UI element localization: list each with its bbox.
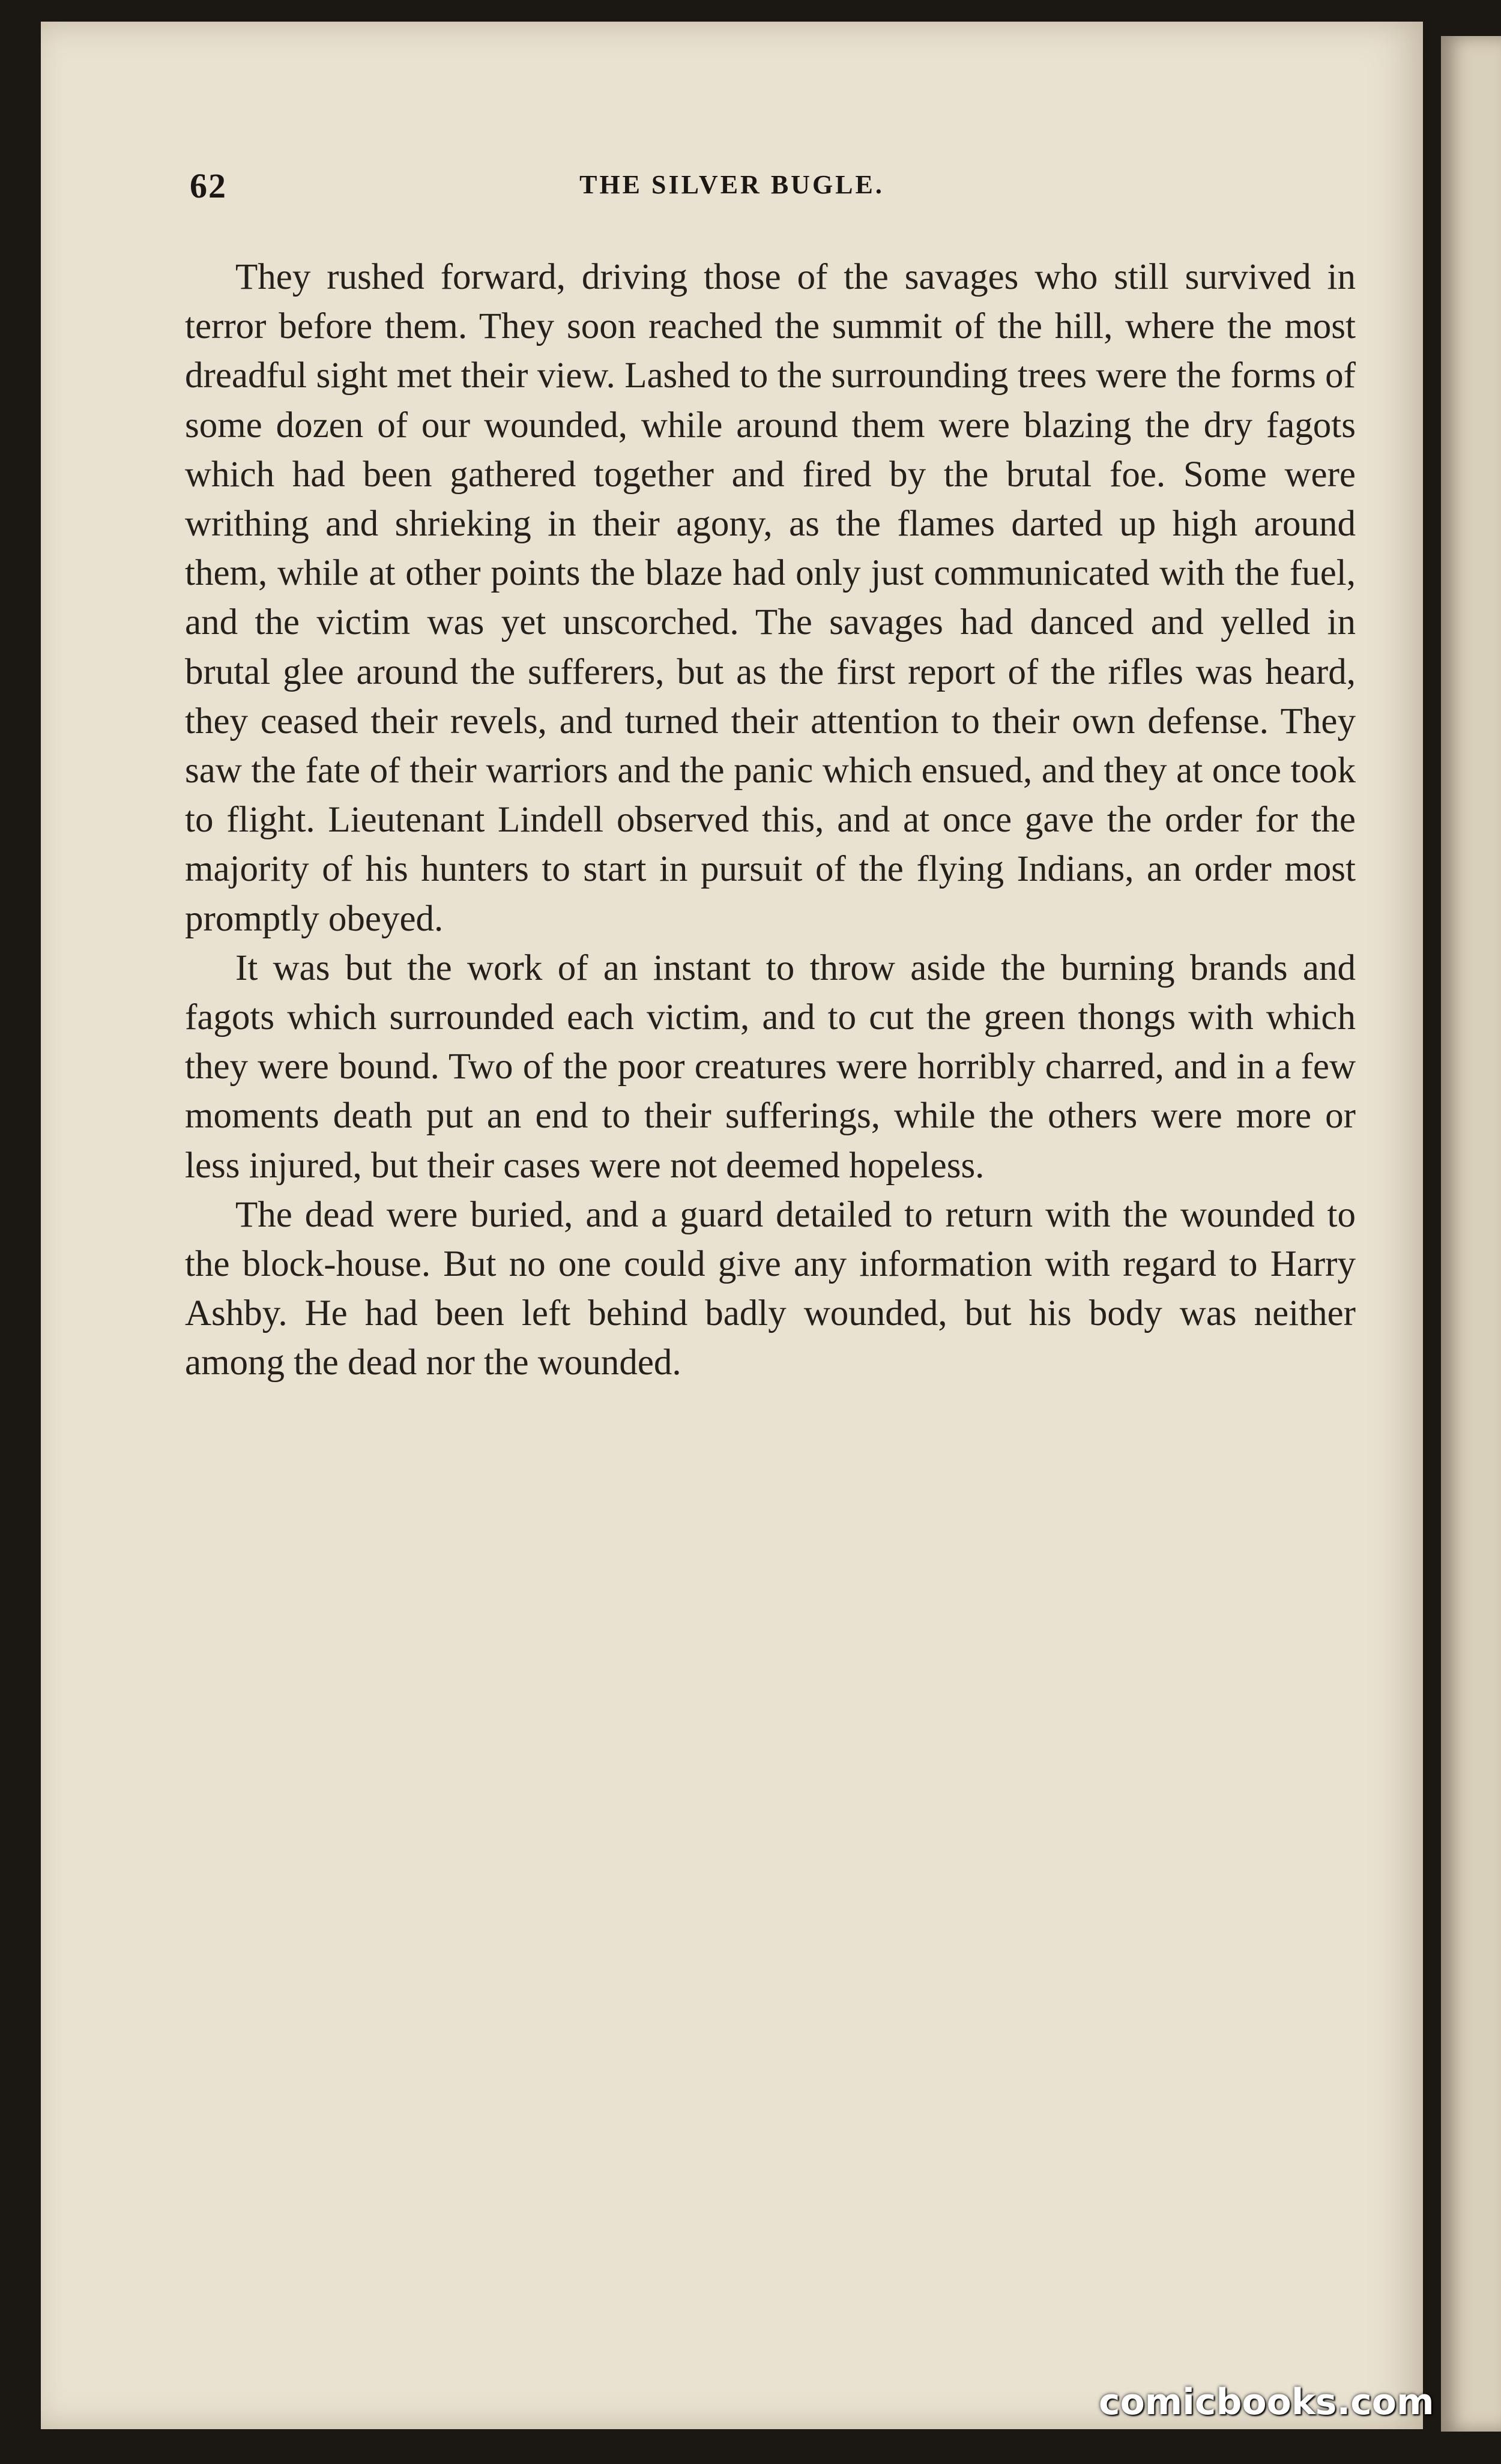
paragraph-2: It was but the work of an instant to throw aside the burning brands and fagots which surrounded each victim, and to cut the green thongs with which they were bound. Two of the poor creatures were horribly charred, and in a few moments death put an end to their sufferings, while the others were more or less injured, but their cases were not deemed hopeless. — [185, 947, 1356, 1186]
watermark: comicbooks.com — [1099, 2381, 1434, 2423]
next-page-edge — [1441, 36, 1501, 2432]
running-title: THE SILVER BUGLE. — [579, 170, 884, 199]
body-text — [185, 253, 1356, 1388]
paragraph-3: The dead were buried, and a guard detailed to return with the wounded to the block-house. But no one could give any information with regard to Harry Ashby. He had been left behind badly wounded, but his body was neither among the dead nor the wounded. — [185, 1194, 1356, 1383]
page-number: 62 — [190, 166, 227, 205]
page-header — [41, 160, 1423, 214]
paragraph-1: They rushed forward, driving those of the savages who still survived in terror before them. They soon reached the summit of the hill, where the most dreadful sight met their view. Lashed to the surrounding trees were the forms of some dozen of our wounded, while around them were blazing the dry fagots which had been gathered together and fired by the brutal foe. Some were writhing and shrieking in their agony, as the flames darted up high around them, while at other points the blaze had only just communicated with the fuel, and the victim was yet unscorched. The savages had danced and yelled in brutal glee around the sufferers, but as the first report of the rifles was heard, they ceased their revels, and turned their attention to their own defense. They saw the fate of their warriors and the panic which ensued, and they at once took to flight. Lieutenant Lindell observed this, and at once gave the order for the majority of his hunters to start in pursuit of the flying Indians, an order most promptly obeyed. — [185, 257, 1356, 939]
book-page — [41, 22, 1423, 2429]
